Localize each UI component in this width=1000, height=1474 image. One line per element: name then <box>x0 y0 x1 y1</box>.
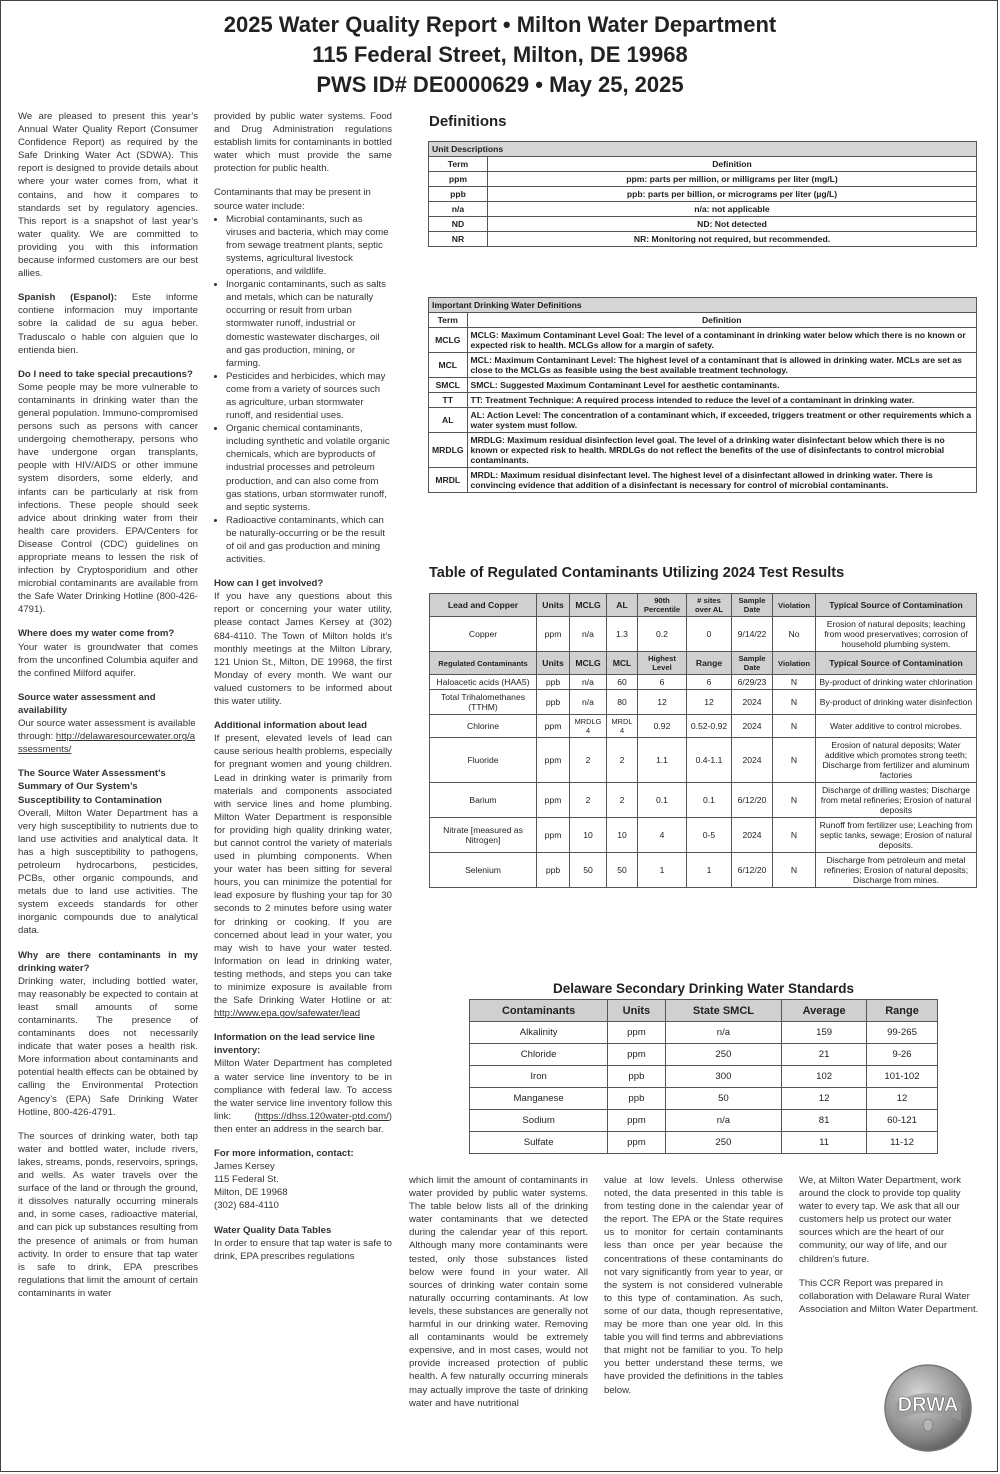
spanish-text: Este informe contiene informacion muy importante sobre la calidad de su agua beber. Traduscalo o hable con alguien que lo entienda bien. <box>18 292 198 356</box>
table-row <box>429 353 977 378</box>
table-row <box>430 617 977 652</box>
table-caption: Unit Descriptions <box>429 142 977 157</box>
table-row <box>430 690 977 715</box>
table-cell: MRDLG: Maximum residual disinfection level goal. The level of a drinking water disinfectant below which there is no known or expected risk to health. MRDLGs do not reflect the benefits of the use of disinfectants to control microbial contaminants. <box>467 433 976 468</box>
fda-paragraph: provided by public water systems. Food and Drug Administration regulations establish limits for contaminants in bottled water which must provide the same protection for public health. <box>214 111 392 175</box>
text-column-5 <box>799 1174 979 1327</box>
table-row <box>429 202 977 217</box>
contact-heading: For more information, contact: <box>214 1148 354 1160</box>
table-cell: 2 <box>570 738 607 783</box>
report-title <box>0 10 1000 100</box>
column-header: Term <box>429 157 488 172</box>
table-cell: MCLG <box>429 328 468 353</box>
secondary-table-heading: Delaware Secondary Drinking Water Standards <box>552 981 855 996</box>
table-cell: ppb: parts per billion, or micrograms per liter (µg/L) <box>488 187 977 202</box>
drwa-logo-graphic <box>883 1363 973 1453</box>
table-row <box>430 715 977 738</box>
tables-paragraph: In order to ensure that tap water is safe to drink, EPA prescribes regulations <box>214 1237 392 1262</box>
table-cell: 50 <box>665 1088 782 1110</box>
column-header: 90th Percentile <box>638 594 687 617</box>
table-cell: TT: Treatment Technique: A required process intended to reduce the level of a contaminant in drinking water. <box>467 393 976 408</box>
table-cell: Erosion of natural deposits; leaching from wood preservatives; corrosion of household plumbing system. <box>816 617 977 652</box>
column-header: Definition <box>488 157 977 172</box>
table-cell: 12 <box>782 1088 867 1110</box>
table-cell: 300 <box>665 1066 782 1088</box>
table-cell: SMCL: Suggested Maximum Contaminant Level for aesthetic contaminants. <box>467 378 976 393</box>
table-row <box>429 217 977 232</box>
column-header: # sites over AL <box>687 594 732 617</box>
table-cell: SMCL <box>429 378 468 393</box>
precautions-heading: Do I need to take special precautions? <box>18 368 193 380</box>
table-cell: 0.4-1.1 <box>687 738 732 783</box>
table-caption: Important Drinking Water Definitions <box>429 298 977 313</box>
table-cell: TT <box>429 393 468 408</box>
table-cell: 81 <box>782 1110 867 1132</box>
table-cell: Erosion of natural deposits; Water additive which promotes strong teeth; Discharge from fertilizer and aluminum factories <box>816 738 977 783</box>
table-cell: ppm <box>537 818 570 853</box>
table-row <box>429 187 977 202</box>
list-item: • Microbial contaminants, such as viruses and bacteria, which may come from sewage treatment plants, septic systems, agricultural livestock operations, and wildlife. <box>226 213 392 278</box>
table-cell: n/a <box>570 690 607 715</box>
table-cell: 2024 <box>732 690 773 715</box>
table-cell: Chloride <box>470 1044 608 1066</box>
column-header: MCLG <box>570 594 607 617</box>
table-cell: Sulfate <box>470 1132 608 1154</box>
table-cell: 0.1 <box>687 783 732 818</box>
table-cell: 9/14/22 <box>732 617 773 652</box>
table-cell: ppm <box>537 715 570 738</box>
table-cell: N <box>773 853 816 888</box>
table-cell: AL: Action Level: The concentration of a contaminant which, if exceeded, triggers treatment or other requirements which a water system must follow. <box>467 408 976 433</box>
table-cell: Discharge from petroleum and metal refineries; Erosion of natural deposits; Discharge from mines. <box>816 853 977 888</box>
table-row <box>429 393 977 408</box>
column-header: Term <box>429 313 468 328</box>
involved-heading: How can I get involved? <box>214 578 324 590</box>
column-header: Lead and Copper <box>430 594 537 617</box>
table-cell: MCL <box>429 353 468 378</box>
table-row <box>429 232 977 247</box>
table-cell: N <box>773 783 816 818</box>
table-cell: ppm <box>537 617 570 652</box>
limits-paragraph: which limit the amount of contaminants in water provided by public water systems. The table below lists all of the drinking water contaminants that we detected during the calendar year of this report. Although many more contaminants were tested, only those substances listed below were found in your water. All sources of drinking water contain some naturally occurring contaminants. At low levels, these substances are generally not harmful in our drinking water. Removing all contaminants would be extremely expensive, and in most cases, would not provide increased protection of public health. A few naturally occurring minerals may actually improve the taste of drinking water and have nutritional <box>409 1175 588 1409</box>
column-header: Contaminants <box>470 1000 608 1022</box>
table-row <box>470 1022 938 1044</box>
text-column-3 <box>409 1174 588 1421</box>
table-cell: ND <box>429 217 488 232</box>
contact-phone: (302) 684-4110 <box>214 1200 279 1212</box>
prepared-by-paragraph: This CCR Report was prepared in collaboration with Delaware Rural Water Association and Milton Water Department. <box>799 1277 979 1315</box>
precautions-paragraph: Some people may be more vulnerable to contaminants in drinking water than the general population. Immuno-compromised persons such as persons with cancer undergoing chemotherapy, persons who have undergone organ transplants, people with HIV/AIDS or other immune system disorders, some elderly, and infants can be particularly at risk from infections. These people should seek advice about drinking water from their health care providers. EPA/Centers for Disease Control (CDC) guidelines on appropriate means to lessen the risk of infection by Cryptosporidium and other microbial contaminants are available from the Safe Water Drinking Hotline (800-426-4791). <box>18 381 198 616</box>
table-cell: Copper <box>430 617 537 652</box>
table-cell: By-product of drinking water chlorination <box>816 675 977 690</box>
table-cell: ppb <box>537 690 570 715</box>
table-cell: 0.1 <box>638 783 687 818</box>
table-cell: 0.52-0.92 <box>687 715 732 738</box>
table-row <box>430 783 977 818</box>
summary-heading: The Source Water Assessment’s Summary of Our System’s Susceptibility to Contamination <box>18 768 166 806</box>
table-cell: N <box>773 715 816 738</box>
table-cell: 159 <box>782 1022 867 1044</box>
table-cell: 21 <box>782 1044 867 1066</box>
table-cell: n/a <box>570 617 607 652</box>
source-paragraph: Your water is groundwater that comes from the unconfined Columbia aquifer and the confined Milford aquifer. <box>18 641 198 679</box>
table-cell: 60 <box>607 675 638 690</box>
title-line-3: PWS ID# DE0000629 • May 25, 2025 <box>316 72 684 97</box>
table-row <box>470 1044 938 1066</box>
table-cell: 102 <box>782 1066 867 1088</box>
spanish-label: Spanish (Espanol): <box>18 292 118 304</box>
assessment-text: Our source water assessment is available through: <box>18 718 196 743</box>
table-cell: 11 <box>782 1132 867 1154</box>
table-cell: 0.92 <box>638 715 687 738</box>
lead-link[interactable]: http://www.epa.gov/safewater/lead <box>214 1008 361 1020</box>
table-cell: MRDL 4 <box>607 715 638 738</box>
table-cell: n/a <box>570 675 607 690</box>
tables-heading: Water Quality Data Tables <box>214 1224 332 1236</box>
table-cell: ppb <box>608 1066 665 1088</box>
table-cell: ppm <box>608 1132 665 1154</box>
table-cell: 10 <box>607 818 638 853</box>
table-cell: ppb <box>537 675 570 690</box>
table-cell: ppb <box>537 853 570 888</box>
source-heading: Where does my water come from? <box>18 628 175 640</box>
table-cell: 101-102 <box>867 1066 938 1088</box>
table-row <box>470 1066 938 1088</box>
contaminants-intro: Contaminants that may be present in source water include: <box>214 187 371 212</box>
table-cell: Alkalinity <box>470 1022 608 1044</box>
text-column-4 <box>604 1174 783 1408</box>
table-cell: 12 <box>687 690 732 715</box>
table-cell: 4 <box>638 818 687 853</box>
table-cell: ppm <box>429 172 488 187</box>
table-cell: MRDL: Maximum residual disinfectant level. The highest level of a disinfectant allowed in drinking water. There is convincing evidence that addition of a disinfectant is necessary for control of microbial contaminants. <box>467 468 976 493</box>
table-cell: ppm <box>537 738 570 783</box>
table-cell: Iron <box>470 1066 608 1088</box>
table-cell: 99-265 <box>867 1022 938 1044</box>
table-cell: 1 <box>687 853 732 888</box>
title-line-2: 115 Federal Street, Milton, DE 19968 <box>312 42 688 67</box>
inventory-end: ) then enter an address in the search bar. <box>214 1110 392 1135</box>
table-cell: 50 <box>607 853 638 888</box>
table-cell: 60-121 <box>867 1110 938 1132</box>
summary-paragraph: Overall, Milton Water Department has a very high susceptibility to nutrients due to land use activities and analytical data. It has a high susceptibility to pathogens, petroleum hydrocarbons, pesticides, PCBs, other organic compounds, and metals due to land use activities. The system exceeds standards for other inorganic compounds due to analytical data. <box>18 807 198 937</box>
text-column-2 <box>214 110 392 1274</box>
definitions-heading: Definitions <box>429 113 507 130</box>
column-header: Range <box>687 652 732 675</box>
table-row <box>429 408 977 433</box>
table-row <box>429 433 977 468</box>
data-notes-paragraph: value at low levels. Unless otherwise noted, the data presented in this table is from testing done in the calendar year of the report. The EPA or the State requires us to monitor for certain contaminants less than once per year because the concentrations of these contaminants do not vary significantly from year to year, or the system is not considered vulnerable to this type of contamination. As such, some of our data, though representative, may be more than one year old. In this table you will find terms and abbreviations that might not be familiar to you. To help you better understand these terms, we have provided the definitions in the tables below. <box>604 1175 783 1396</box>
table-cell: ppb <box>608 1088 665 1110</box>
table-cell: 6/12/20 <box>732 783 773 818</box>
drwa-logo <box>883 1363 973 1458</box>
table-cell: MRDL <box>429 468 468 493</box>
contact-name: James Kersey <box>214 1161 275 1173</box>
table-row <box>430 738 977 783</box>
table-cell: By-product of drinking water disinfection <box>816 690 977 715</box>
column-header: MCLG <box>570 652 607 675</box>
assessment-heading: Source water assessment and availability <box>18 691 156 716</box>
table-cell: N <box>773 690 816 715</box>
table-cell: ND: Not detected <box>488 217 977 232</box>
column-header: AL <box>607 594 638 617</box>
table-cell: ppm <box>608 1022 665 1044</box>
secondary-standards-table <box>469 999 938 1154</box>
lead-text: If present, elevated levels of lead can cause serious health problems, especially for pregnant women and young children. Lead in drinking water is primarily from materials and components associated with service lines and home plumbing. Milton Water Department is responsible for providing high quality drinking water, but cannot control the variety of materials used in plumbing components. When your water has been sitting for several hours, you can minimize the potential for lead exposure by flushing your tap for 30 seconds to 2 minutes before using water for drinking or cooking. If you are concerned about lead in your water, you may wish to have your water tested. Information on lead in drinking water, testing methods, and steps you can take to minimize exposure is available from the Safe Drinking Water Hotline or at: <box>214 733 392 1007</box>
column-header: Units <box>608 1000 665 1022</box>
table-cell: 250 <box>665 1044 782 1066</box>
inventory-text: Milton Water Department has completed a water service line inventory to be in compliance with federal law. To access the water service line inventory follow this link: ( <box>214 1058 392 1122</box>
table-cell: 2 <box>570 783 607 818</box>
column-header: MCL <box>607 652 638 675</box>
assessment-paragraph <box>18 717 198 756</box>
table-cell: Water additive to control microbes. <box>816 715 977 738</box>
contaminant-list <box>214 213 392 567</box>
table-cell: Discharge of drilling wastes; Discharge from metal refineries; Erosion of natural deposits <box>816 783 977 818</box>
table-cell: ppm: parts per million, or milligrams per liter (mg/L) <box>488 172 977 187</box>
assessment-link[interactable]: http://delawaresourcewater.org/assessments/ <box>18 731 196 756</box>
table-row <box>429 328 977 353</box>
regulated-table-heading: Table of Regulated Contaminants Utilizing 2024 Test Results <box>429 565 845 581</box>
table-cell: ppm <box>608 1044 665 1066</box>
table-cell: 6/29/23 <box>732 675 773 690</box>
contact-street: 115 Federal St. <box>214 1174 279 1186</box>
list-item: • Organic chemical contaminants, including synthetic and volatile organic chemicals, which are byproducts of industrial processes and petroleum production, and can also come from gas stations, urban stormwater runoff, and septic systems. <box>226 422 392 514</box>
table-cell: 0.2 <box>638 617 687 652</box>
table-cell: 0-5 <box>687 818 732 853</box>
table-cell: Nitrate [measured as Nitrogen] <box>430 818 537 853</box>
inventory-heading: Information on the lead service line inventory: <box>214 1032 375 1057</box>
table-cell: ppb <box>429 187 488 202</box>
table-cell: 6 <box>687 675 732 690</box>
column-header: Sample Date <box>732 652 773 675</box>
regulated-contaminants-table <box>429 593 977 888</box>
column-header: Typical Source of Contamination <box>816 652 977 675</box>
table-cell: Sodium <box>470 1110 608 1132</box>
table-cell: Runoff from fertilizer use; Leaching from septic tanks, sewage; Erosion of natural deposits. <box>816 818 977 853</box>
table-row <box>430 675 977 690</box>
table-header-row <box>430 594 977 617</box>
table-cell: MCLG: Maximum Contaminant Level Goal: The level of a contaminant in drinking water below which there is no known or expected risk to health. MCLGs allow for a margin of safety. <box>467 328 976 353</box>
table-row <box>430 853 977 888</box>
unit-descriptions-table <box>428 141 977 247</box>
list-item: • Inorganic contaminants, such as salts and metals, which can be naturally occurring or result from urban stormwater runoff, industrial or domestic wastewater discharges, oil and gas production, mining, or farming. <box>226 278 392 370</box>
table-cell: n/a <box>665 1022 782 1044</box>
table-cell: 50 <box>570 853 607 888</box>
column-header: Units <box>537 652 570 675</box>
table-cell: ppm <box>608 1110 665 1132</box>
table-row <box>470 1132 938 1154</box>
lead-heading: Additional information about lead <box>214 720 367 732</box>
table-cell: n/a: not applicable <box>488 202 977 217</box>
table-cell: 80 <box>607 690 638 715</box>
spanish-paragraph <box>18 291 198 356</box>
table-cell: 2 <box>607 738 638 783</box>
table-cell: N <box>773 675 816 690</box>
table-cell: 9-26 <box>867 1044 938 1066</box>
table-cell: Selenium <box>430 853 537 888</box>
table-cell: Chlorine <box>430 715 537 738</box>
table-cell: 2024 <box>732 738 773 783</box>
table-cell: N <box>773 818 816 853</box>
contact-city: Milton, DE 19968 <box>214 1187 288 1199</box>
table-cell: Haloacetic acids (HAA5) <box>430 675 537 690</box>
column-header: Highest Level <box>638 652 687 675</box>
table-cell: 10 <box>570 818 607 853</box>
table-row <box>430 818 977 853</box>
text-column-1 <box>18 110 198 1311</box>
table-cell: 250 <box>665 1132 782 1154</box>
table-cell: 12 <box>638 690 687 715</box>
logo-text: DRWA <box>897 1394 959 1416</box>
intro-paragraph: We are pleased to present this year’s Annual Water Quality Report (Consumer Confidence Report) as required by the Safe Drinking Water Act (SDWA). This report is designed to provide details about where your water comes from, what it contains, and how it compares to standards set by regulatory agencies. This report is a snapshot of last year’s water quality. We are committed to providing you with this information because informed customers are our best allies. <box>18 111 198 280</box>
table-cell: 11-12 <box>867 1132 938 1154</box>
table-row <box>470 1088 938 1110</box>
column-header: Regulated Contaminants <box>430 652 537 675</box>
involved-paragraph: If you have any questions about this report or concerning your water utility, please contact James Kersey at (302) 684-4110. The Town of Milton holds it’s monthly meetings at the Milton Library, 121 Union St., Milton, DE 19968, the first Monday of every month. We want our valued customers to be informed about this water utility. <box>214 591 392 708</box>
table-cell: NR <box>429 232 488 247</box>
column-header: Average <box>782 1000 867 1022</box>
table-cell: 6 <box>638 675 687 690</box>
table-header-row <box>430 652 977 675</box>
table-cell: 0 <box>687 617 732 652</box>
column-header: Units <box>537 594 570 617</box>
table-cell: Fluoride <box>430 738 537 783</box>
column-header: State SMCL <box>665 1000 782 1022</box>
sources-paragraph: The sources of drinking water, both tap water and bottled water, include rivers, lakes, streams, ponds, reservoirs, springs, and wells. As water travels over the surface of the land or through the ground, it dissolves naturally occurring minerals and, in some cases, radioactive material, and can pick up substances resulting from the presence of animals or from human activity. In order to ensure that tap water is safe to drink, EPA prescribes regulations that limit the amount of certain contaminants in water <box>18 1130 198 1299</box>
inventory-paragraph <box>214 1057 392 1136</box>
column-header: Definition <box>467 313 976 328</box>
table-cell: n/a <box>429 202 488 217</box>
table-cell: Total Trihalomethanes (TTHM) <box>430 690 537 715</box>
closing-paragraph: We, at Milton Water Department, work around the clock to provide top quality water to every tap. We ask that all our customers help us protect our water sources which are the heart of our community, our way of life, and our children’s future. <box>799 1175 962 1265</box>
table-cell: NR: Monitoring not required, but recommended. <box>488 232 977 247</box>
table-cell: 1.1 <box>638 738 687 783</box>
table-cell: No <box>773 617 816 652</box>
table-cell: 1 <box>638 853 687 888</box>
title-line-1: 2025 Water Quality Report • Milton Water Department <box>223 12 777 37</box>
list-item: • Pesticides and herbicides, which may come from a variety of sources such as agriculture, urban stormwater runoff, and residential uses. <box>226 370 392 422</box>
list-item: • Radioactive contaminants, which can be naturally-occurring or be the result of oil and gas production and mining activities. <box>226 514 392 566</box>
table-cell: 12 <box>867 1088 938 1110</box>
column-header: Violation <box>773 594 816 617</box>
column-header: Range <box>867 1000 938 1022</box>
column-header: Violation <box>773 652 816 675</box>
table-cell: Barium <box>430 783 537 818</box>
table-cell: 2 <box>607 783 638 818</box>
table-row <box>429 172 977 187</box>
inventory-link[interactable]: https://dhss.120water-ptd.com/ <box>257 1110 389 1122</box>
table-row <box>429 468 977 493</box>
table-cell: AL <box>429 408 468 433</box>
lead-paragraph <box>214 732 392 1020</box>
table-cell: 2024 <box>732 818 773 853</box>
table-cell: MCL: Maximum Contaminant Level: The highest level of a contaminant that is allowed in drinking water. MCLs are set as close to the MCLGs as feasible using the best available treatment technology. <box>467 353 976 378</box>
column-header: Sample Date <box>732 594 773 617</box>
table-row <box>429 378 977 393</box>
column-header: Typical Source of Contamination <box>816 594 977 617</box>
table-row <box>470 1110 938 1132</box>
table-cell: MRDLG 4 <box>570 715 607 738</box>
table-header-row <box>470 1000 938 1022</box>
table-cell: MRDLG <box>429 433 468 468</box>
important-definitions-table <box>428 297 977 493</box>
why-heading: Why are there contaminants in my drinking water? <box>18 949 198 974</box>
table-cell: 2024 <box>732 715 773 738</box>
table-cell: 6/12/20 <box>732 853 773 888</box>
table-cell: n/a <box>665 1110 782 1132</box>
why-paragraph: Drinking water, including bottled water, may reasonably be expected to contain at least small amounts of some contaminants. The presence of contaminants does not necessarily indicate that water poses a health risk. More information about contaminants and potential health effects can be obtained by calling the Environmental Protection Agency’s (EPA) Safe Drinking Water Hotline, 800-426-4791. <box>18 975 198 1118</box>
table-cell: 1.3 <box>607 617 638 652</box>
table-cell: Manganese <box>470 1088 608 1110</box>
table-cell: ppm <box>537 783 570 818</box>
table-cell: N <box>773 738 816 783</box>
